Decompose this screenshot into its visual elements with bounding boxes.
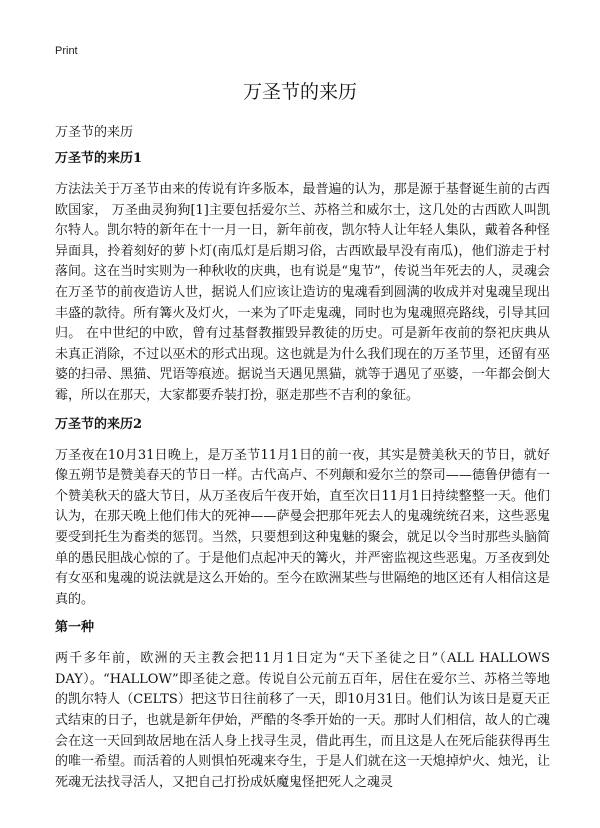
section-heading-1: 万圣节的来历1 (55, 151, 143, 166)
page-title: 万圣节的来历 (242, 81, 357, 103)
document-body (55, 150, 550, 802)
print-link[interactable]: Print (55, 45, 78, 57)
section-paragraph-1: 方法法关于万圣节由来的传说有许多版本，最普遍的认为，那是源于基督诞生前的古西欧国家， 万圣曲灵狗狗[1]主要包括爱尔兰、苏格兰和威尔士，这几处的古西欧人叫凯尔特人。凯尔特的新年在十一月一日，新年前夜，凯尔特人让年轻人集队，戴着各种怪异面具，拎着刻好的萝卜灯(南瓜灯是后期习俗，古西欧最早没有南瓜)，他们游走于村落间。这在当时实则为一种秋收的庆典，也有说是“鬼节”，传说当年死去的人，灵魂会在万圣节的前夜造访人世，据说人们应该让造访的鬼魂看到圆满的收成并对鬼魂呈现出丰盛的款待。所有篝火及灯火，一来为了吓走鬼魂，同时也为鬼魂照亮路线，引导其回归。 在中世纪的中欧，曾有过基督教摧毁异教徒的历史。可是新年夜前的祭祀庆典从未真正消除，不过以巫术的形式出现。这也就是为什么我们现在的万圣节里，还留有巫婆的扫帚、黑猫、咒语等痕迹。据说当天遇见黑猫，就等于遇见了巫婆，一年都会倒大霉，所以在那天，大家都要乔装打扮，驱走那些不吉利的象征。 (55, 182, 550, 403)
section-paragraph-3: 两千多年前，欧洲的天主教会把11月1日定为“天下圣徒之日”（ALL HALLOWS DAY）。“HALLOW”即圣徒之意。传说自公元前五百年，居住在爱尔兰、苏格兰等地的凯尔特人（CELTS）把这节日往前移了一天，即10月31日。他们认为该日是夏天正式结束的日子，也就是新年伊始，严酷的冬季开始的一天。那时人们相信，故人的亡魂会在这一天回到故居地在活人身上找寻生灵，借此再生，而且这是人在死后能获得再生的唯一希望。而活着的人则惧怕死魂来夺生，于是人们就在这一天熄掉炉火、烛光，让死魂无法找寻活人，又把自己打扮成妖魔鬼怪把死人之魂灵 (55, 651, 550, 790)
section-heading-2: 万圣节的来历2 (55, 416, 143, 432)
section-heading-3: 第一种 (55, 620, 95, 636)
section-paragraph-2: 万圣夜在10月31日晚上，是万圣节11月1日的前一夜，其实是赞美秋天的节日，就好像五朔节是赞美春天的节日一样。古代高卢、不列颠和爱尔兰的祭司——德鲁伊德有一个赞美秋天的盛大节日，从万圣夜后午夜开始，直至次日11月1日持续整整一天。他们认为，在那天晚上他们伟大的死神——萨曼会把那年死去人的鬼魂统统召来，这些恶鬼要受到托生为畜类的惩罚。当然，只要想到这种鬼魅的聚会，就足以令当时那些头脑简单的愚民胆战心惊的了。于是他们点起冲天的篝火，并严密监视这些恶鬼。万圣夜到处有女巫和鬼魂的说法就是这么开始的。至今在欧洲某些与世隔绝的地区还有人相信这是真的。 (55, 447, 550, 607)
document-subtitle: 万圣节的来历 (55, 125, 134, 140)
